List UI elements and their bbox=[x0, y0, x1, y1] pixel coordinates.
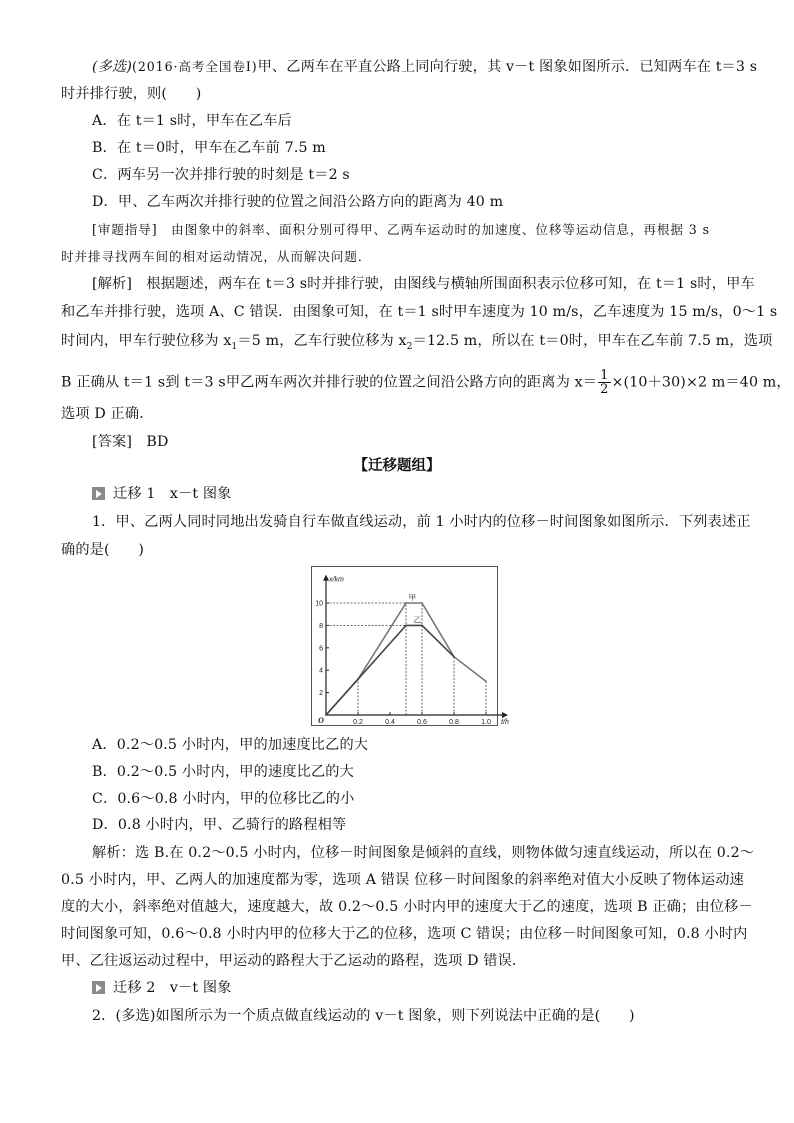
t1-solution-line-5: 甲、乙往返运动过程中，甲运动的路程大于乙运动的路程，选项 D 错误． bbox=[61, 953, 527, 969]
t1-solution-line-3: 度的大小，斜率绝对值越大，速度越大，故 0.2～0.5 小时内甲的速度大于乙的速度，选项 B 正确；由位移－ bbox=[61, 899, 753, 915]
y-tick-label: 2 bbox=[319, 690, 323, 698]
x-tick-label: 0.6 bbox=[417, 719, 427, 726]
guide-line-2: 时并排寻找两车间的相对运动情况，从而解决问题． bbox=[61, 249, 372, 264]
section-header: 【迁移题组】 bbox=[353, 457, 441, 474]
x-axis-arrow bbox=[502, 712, 508, 718]
analysis-text: ×(10＋30)×2 m＝40 m， bbox=[611, 374, 791, 391]
transfer-2-label bbox=[92, 978, 232, 998]
series-label-1: 甲 bbox=[408, 593, 417, 602]
t1-solution-line-1: 解析：选 B.在 0.2～0.5 小时内，位移－时间图象是倾斜的直线，则物体做匀速直线运动，所以在 0.2～ bbox=[92, 845, 755, 861]
t1-option-b: B．0.2～0.5 小时内，甲的速度比乙的大 bbox=[92, 764, 354, 780]
multi-select-tag: (多选) bbox=[92, 59, 133, 75]
series-line-2 bbox=[326, 625, 454, 715]
data-point bbox=[405, 602, 407, 604]
t1-solution-line-2: 0.5 小时内，甲、乙两人的加速度都为零，选项 A 错误 位移－时间图象的斜率绝对值大小反映了物体运动速 bbox=[61, 872, 744, 888]
data-point bbox=[485, 681, 487, 683]
analysis-line-1: [解析] 根据题述，两车在 t＝3 s时并排行驶，由图线与横轴所围面积表示位移可知，在 t＝1 s时，甲车 bbox=[92, 276, 755, 292]
transfer-1-title: 迁移 1 x－t 图象 bbox=[113, 486, 232, 502]
data-point bbox=[357, 678, 359, 680]
problem-line-1 bbox=[92, 57, 757, 77]
analysis-line-5: 选项 D 正确． bbox=[61, 406, 154, 422]
t1-option-d: D．0.8 小时内，甲、乙骑行的路程相等 bbox=[92, 817, 347, 833]
guide-line-1: [审题指导] 由图象中的斜率、面积分别可得甲、乙两车运动时的加速度、位移等运动信息，再根据 3 s bbox=[92, 222, 710, 237]
x-tick-label: 0.8 bbox=[449, 719, 459, 726]
subscript: 2 bbox=[406, 341, 413, 352]
y-tick-label: 4 bbox=[319, 667, 323, 675]
q1-line-2: 确的是( ) bbox=[61, 542, 145, 558]
data-point bbox=[405, 625, 407, 627]
analysis-line-3 bbox=[61, 331, 772, 357]
option-b: B．在 t＝0时，甲车在乙车前 7.5 m bbox=[92, 140, 326, 156]
y-tick-label: 8 bbox=[319, 622, 323, 630]
option-a: A．在 t＝1 s时，甲车在乙车后 bbox=[92, 113, 292, 129]
analysis-line-2: 和乙车并排行驶，选项 A、C 错误．由图象可知，在 t＝1 s时甲车速度为 10 m/s，乙车速度为 15 m/s，0～1 s bbox=[61, 304, 778, 320]
series-label-2: 乙 bbox=[413, 615, 421, 625]
subscript: 1 bbox=[231, 341, 238, 352]
fraction bbox=[598, 369, 610, 396]
data-point bbox=[453, 656, 455, 658]
source-tag: (2016·高考全国卷Ⅰ) bbox=[132, 59, 258, 74]
x-axis-label: t/h bbox=[501, 719, 509, 726]
analysis-line-4 bbox=[61, 369, 791, 396]
fraction-numerator: 1 bbox=[600, 368, 609, 383]
analysis-text: ＝5 m，乙车行驶位移为 x bbox=[237, 333, 407, 349]
y-tick-label: 6 bbox=[319, 645, 323, 653]
t1-solution-line-4: 时间图象可知，0.6～0.8 小时内甲的位移大于乙的位移，选项 C 错误；由位移－时间图象可知，0.8 小时内 bbox=[61, 926, 748, 942]
q2-line-1: 2．(多选)如图所示为一个质点做直线运动的 v－t 图象，则下列说法中正确的是( ) bbox=[92, 1008, 635, 1024]
data-point bbox=[421, 602, 423, 604]
data-point bbox=[325, 714, 327, 716]
fraction-denominator: 2 bbox=[600, 382, 609, 397]
analysis-text: 时间内，甲车行驶位移为 x bbox=[61, 333, 232, 349]
data-point bbox=[421, 625, 423, 627]
transfer-2-title: 迁移 2 v－t 图象 bbox=[113, 980, 232, 996]
chart-frame bbox=[312, 567, 498, 726]
displacement-time-chart bbox=[311, 566, 509, 726]
t1-option-a: A．0.2～0.5 小时内，甲的加速度比乙的大 bbox=[92, 737, 369, 753]
problem-line-2: 时并排行驶，则( ) bbox=[61, 86, 202, 102]
t1-option-c: C．0.6～0.8 小时内，甲的位移比乙的小 bbox=[92, 791, 355, 807]
transfer-1-label bbox=[92, 484, 232, 504]
x-tick-label: 0.2 bbox=[353, 719, 363, 726]
y-axis-label: x/km bbox=[329, 576, 344, 584]
q1-line-1: 1．甲、乙两人同时同地出发骑自行车做直线运动，前 1 小时内的位移－时间图象如图所示．下列表述正 bbox=[92, 514, 751, 530]
option-d: D．甲、乙车两次并排行驶的位置之间沿公路方向的距离为 40 m bbox=[92, 194, 504, 210]
problem-text-1: 甲、乙两车在平直公路上同向行驶，其 v－t 图象如图所示．已知两车在 t＝3 s bbox=[257, 59, 758, 75]
y-tick-label: 10 bbox=[315, 600, 323, 608]
x-tick-label: 0.4 bbox=[385, 719, 395, 726]
play-marker-icon bbox=[92, 981, 105, 994]
play-marker-icon bbox=[92, 487, 105, 500]
analysis-text: B 正确从 t＝1 s到 t＝3 s甲乙两车两次并排行驶的位置之间沿公路方向的距离为 x＝ bbox=[61, 374, 598, 391]
option-c: C．两车另一次并排行驶的时刻是 t＝2 s bbox=[92, 167, 350, 183]
origin-label: O bbox=[318, 716, 324, 725]
answer-line: [答案] BD bbox=[92, 434, 169, 450]
analysis-text: ＝12.5 m，所以在 t＝0时，甲车在乙车前 7.5 m，选项 bbox=[412, 333, 773, 349]
x-tick-label: 1.0 bbox=[481, 719, 491, 726]
